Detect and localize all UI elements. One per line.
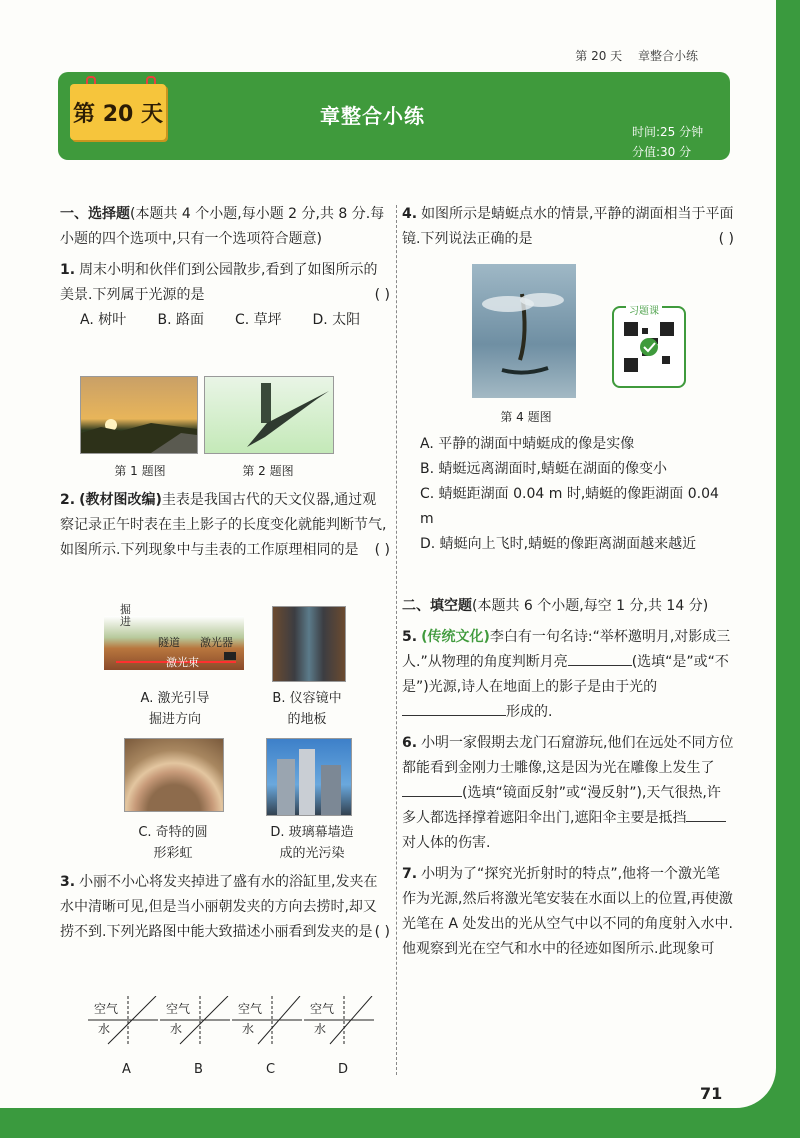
q2-option-c-line2: 形彩虹 bbox=[153, 846, 193, 861]
left-column bbox=[60, 202, 390, 333]
section2-intro: (本题共 6 个小题,每空 1 分,共 14 分) bbox=[472, 598, 709, 614]
q1-option-b: B. 路面 bbox=[157, 312, 205, 328]
q4-answer-paren: ( ) bbox=[718, 231, 734, 247]
page-number: 71 bbox=[700, 1084, 723, 1103]
gnomon-icon bbox=[205, 377, 333, 453]
q4-stem bbox=[402, 202, 734, 252]
q5-number: 5. bbox=[402, 629, 418, 645]
q3-a-water: 水 bbox=[98, 1022, 111, 1036]
day-badge: 第 20 天 bbox=[70, 84, 166, 140]
q4-options bbox=[420, 432, 736, 557]
q6-blank-1[interactable] bbox=[402, 796, 462, 797]
q3-light-path-diagrams bbox=[88, 996, 378, 1052]
sunset-icon bbox=[81, 377, 197, 453]
qr-code-label: 习题课 bbox=[626, 302, 662, 317]
q1-text: 周末小明和伙伴们到公园散步,看到了如图所示的美景.下列属于光源的是 bbox=[60, 262, 378, 303]
q7-number: 7. bbox=[402, 866, 418, 882]
q3-label-b: B bbox=[194, 1062, 203, 1077]
q3-b-water: 水 bbox=[170, 1022, 183, 1036]
q2-option-d bbox=[252, 822, 372, 864]
running-header-unit: 章整合小练 bbox=[637, 49, 698, 63]
q4 bbox=[402, 202, 734, 252]
q5-tag: (传统文化) bbox=[421, 629, 490, 645]
q5-blank-1[interactable] bbox=[568, 665, 632, 666]
q2-option-c-image bbox=[124, 738, 224, 812]
q3-c-water: 水 bbox=[242, 1022, 255, 1036]
q3-text: 小丽不小心将发夹掉进了盛有水的浴缸里,发夹在水中清晰可见,但是当小丽朝发夹的方向去捞时,却又捞不到.下列光路图中能大致描述小丽看到发夹的是 bbox=[60, 874, 378, 940]
q3 bbox=[60, 870, 390, 945]
q1-number: 1. bbox=[60, 262, 76, 278]
q2-option-a-line1: A. 激光引导 bbox=[140, 691, 210, 706]
q6-text3: 对人体的伤害. bbox=[402, 835, 491, 851]
running-header-day: 第 20 天 bbox=[575, 49, 623, 63]
q5-text3: 形成的. bbox=[506, 704, 553, 720]
dragonfly-icon bbox=[472, 264, 576, 398]
q2-answer-paren: ( ) bbox=[374, 542, 390, 558]
q2-text: 圭表是我国古代的天文仪器,通过观察记录正午时表在圭上影子的长度变化就能判断节气,如图所示.下列现象中与圭表的工作原理相同的是 bbox=[60, 492, 387, 558]
q3-stem bbox=[60, 870, 390, 945]
running-header bbox=[563, 47, 698, 64]
q2-option-b-line2: 的地板 bbox=[287, 712, 327, 727]
q1 bbox=[60, 258, 390, 308]
q1-sunset-photo bbox=[80, 376, 198, 454]
q1-option-d: D. 太阳 bbox=[312, 312, 361, 328]
laser-device-label: 激光器 bbox=[200, 636, 233, 649]
q2-option-c-line1: C. 奇特的圆 bbox=[138, 825, 208, 840]
fig1-caption: 第 1 题图 bbox=[114, 464, 166, 478]
q2-option-d-line2: 成的光污染 bbox=[279, 846, 345, 861]
q2-gnomon-photo bbox=[204, 376, 334, 454]
q3-label-c: C bbox=[266, 1062, 276, 1077]
q4-option-d: D. 蜻蜓向上飞时,蜻蜓的像距离湖面越来越近 bbox=[420, 536, 697, 552]
fig2-caption: 第 2 题图 bbox=[242, 464, 294, 478]
time-label: 时间:25 分钟 bbox=[632, 125, 704, 139]
section1-intro: (本题共 4 个小题,每小题 2 分,共 8 分.每小题的四个选项中,只有一个选项符合题意) bbox=[60, 206, 385, 247]
q2-option-a-line2: 掘进方向 bbox=[148, 712, 201, 727]
q7-text: 小明为了“探究光折射时的特点”,他将一个激光笔作为光源,然后将激光笔安装在水面以上的位置,再使激光笔在 A 处发出的光从空气中以不同的角度射入水中.他观察到光在空气和水中的径迹如图所示.此现象可 bbox=[402, 866, 733, 957]
q2-option-d-image bbox=[266, 738, 352, 816]
q1-option-c: C. 草坪 bbox=[235, 312, 282, 328]
q2-option-b bbox=[252, 688, 362, 730]
q4-option-b: B. 蜻蜓远离湖面时,蜻蜓在湖面的像变小 bbox=[420, 461, 667, 477]
section2-heading bbox=[402, 594, 734, 619]
q3-label-d: D bbox=[338, 1062, 349, 1077]
fig4-caption: 第 4 题图 bbox=[500, 410, 552, 424]
q6-text2: (选填“镜面反射”或“漫反射”),天气很热,许多人都选择撑着遮阳伞出门,遮阳伞主要是抵挡 bbox=[402, 785, 721, 826]
q2-option-b-image bbox=[272, 606, 346, 682]
q3-b-air: 空气 bbox=[166, 1002, 191, 1016]
q1-options bbox=[60, 308, 390, 333]
q3-answer-paren: ( ) bbox=[374, 924, 390, 940]
q2-number: 2. bbox=[60, 492, 76, 508]
q4-number: 4. bbox=[402, 206, 418, 222]
q2-tag: (教材图改编) bbox=[79, 492, 162, 508]
skyscraper-icon bbox=[267, 739, 351, 815]
q5 bbox=[402, 625, 734, 725]
q3-a-air: 空气 bbox=[94, 1002, 119, 1016]
q4-option-c: C. 蜻蜓距湖面 0.04 m 时,蜻蜓的像距湖面 0.04 m bbox=[420, 486, 719, 527]
qr-code-icon bbox=[614, 308, 684, 386]
q4-text: 如图所示是蜻蜓点水的情景,平静的湖面相当于平面镜.下列说法正确的是 bbox=[402, 206, 734, 247]
laser-beam-label: 激光束 bbox=[166, 656, 199, 669]
q5-text2: (选填“是”或“不是”)光源,诗人在地面上的影子是由于光的 bbox=[402, 654, 729, 695]
q6-blank-2[interactable] bbox=[686, 821, 726, 822]
tunnel-dig-label: 掘进 bbox=[120, 603, 131, 628]
q1-option-a: A. 树叶 bbox=[80, 312, 127, 328]
q2-option-b-line1: B. 仪容镜中 bbox=[272, 691, 342, 706]
q2-option-d-line1: D. 玻璃幕墙造 bbox=[270, 825, 354, 840]
q4-dragonfly-photo bbox=[472, 264, 576, 398]
q1-answer-paren: ( ) bbox=[374, 287, 390, 303]
q2-stem bbox=[60, 488, 390, 563]
time-score-info bbox=[632, 122, 703, 162]
section1-title: 一、选择题 bbox=[60, 206, 130, 222]
q3-d-water: 水 bbox=[314, 1022, 327, 1036]
tunnel-label: 隧道 bbox=[158, 636, 180, 649]
qr-code[interactable] bbox=[612, 306, 686, 388]
column-divider bbox=[396, 205, 397, 1075]
q2-option-a bbox=[120, 688, 230, 730]
q3-label-a: A bbox=[122, 1062, 131, 1077]
q3-number: 3. bbox=[60, 874, 76, 890]
q3-d-air: 空气 bbox=[310, 1002, 335, 1016]
section2-and-fill-questions bbox=[402, 594, 734, 962]
q3-c-air: 空气 bbox=[238, 1002, 263, 1016]
page-title: 章整合小练 bbox=[320, 104, 425, 128]
section1-heading bbox=[60, 202, 390, 252]
q6-number: 6. bbox=[402, 735, 418, 751]
q5-blank-2[interactable] bbox=[402, 715, 506, 716]
q5-text1: 李白有一句名诗:“举杯邀明月,对影成三人.”从物理的角度判断月亮 bbox=[402, 629, 731, 670]
q6 bbox=[402, 731, 734, 856]
section2-title: 二、填空题 bbox=[402, 598, 472, 614]
q6-text1: 小明一家假期去龙门石窟游玩,他们在远处不同方位都能看到金刚力士雕像,这是因为光在雕像上发生了 bbox=[402, 735, 734, 776]
q2 bbox=[60, 488, 390, 563]
q7 bbox=[402, 862, 734, 962]
q2-option-c bbox=[118, 822, 228, 864]
q4-option-a: A. 平静的湖面中蜻蜓成的像是实像 bbox=[420, 436, 635, 452]
score-label: 分值:30 分 bbox=[632, 145, 692, 159]
